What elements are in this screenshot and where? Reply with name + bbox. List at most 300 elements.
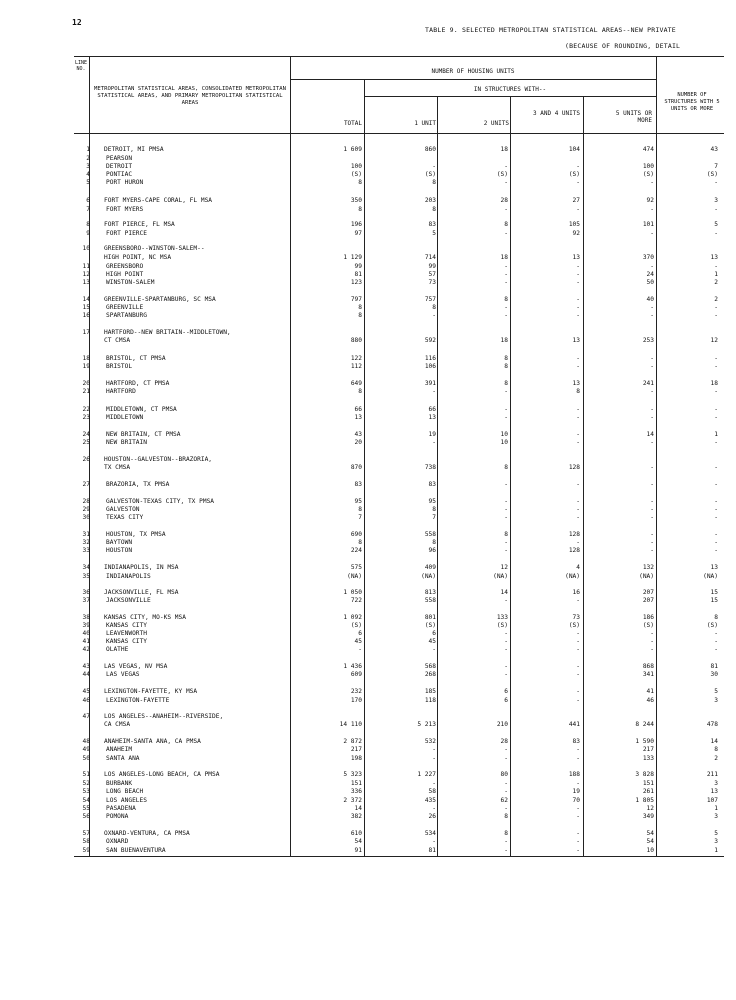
- two-units-cell: -: [504, 263, 508, 270]
- line-number: 38: [82, 614, 90, 621]
- five-more-cell: (S): [642, 171, 654, 178]
- total-cell: 8: [358, 304, 362, 311]
- table-row: [70, 311, 736, 321]
- line-number: 34: [82, 564, 90, 571]
- two-units-cell: -: [504, 780, 508, 787]
- three-four-cell: -: [576, 847, 580, 854]
- one-unit-cell: 116: [424, 355, 436, 362]
- one-unit-cell: (S): [424, 171, 436, 178]
- five-more-cell: 54: [646, 830, 654, 837]
- line-number: 59: [82, 847, 90, 854]
- area-name: PORT HURON: [106, 179, 144, 186]
- five-more-cell: -: [650, 312, 654, 319]
- area-name: LEXINGTON-FAYETTE, KY MSA: [104, 688, 198, 695]
- area-name: HIGH POINT, NC MSA: [104, 254, 172, 261]
- total-cell: 217: [350, 746, 362, 753]
- one-unit-cell: 860: [424, 146, 436, 153]
- table-row: [70, 670, 736, 680]
- structures-cell: 18: [710, 380, 718, 387]
- total-cell: 8: [358, 206, 362, 213]
- structures-cell: 12: [710, 337, 718, 344]
- three-four-cell: -: [576, 431, 580, 438]
- five-more-cell: 868: [642, 663, 654, 670]
- three-four-cell: 188: [568, 771, 580, 778]
- structures-cell: 1: [714, 847, 718, 854]
- area-name: DETROIT: [106, 163, 133, 170]
- two-units-cell: -: [504, 312, 508, 319]
- total-cell: 198: [350, 755, 362, 762]
- two-units-cell: -: [504, 838, 508, 845]
- total-cell: 8: [358, 539, 362, 546]
- one-unit-cell: -: [432, 312, 436, 319]
- line-number: 13: [82, 279, 90, 286]
- line-number: 20: [82, 380, 90, 387]
- five-more-cell: 8 244: [635, 721, 654, 728]
- two-units-cell: 80: [500, 771, 508, 778]
- three-four-cell: -: [576, 813, 580, 820]
- area-name: LOS ANGELES-LONG BEACH, CA PMSA: [104, 771, 220, 778]
- area-name: HOUSTON, TX PMSA: [106, 531, 166, 538]
- three-four-cell: -: [576, 481, 580, 488]
- line-number: 15: [82, 304, 90, 311]
- structures-cell: 2: [714, 296, 718, 303]
- total-cell: 5 323: [343, 771, 362, 778]
- one-unit-cell: 738: [424, 464, 436, 471]
- two-units-cell: 6: [504, 688, 508, 695]
- area-name: TEXAS CITY: [106, 514, 144, 521]
- area-name: HIGH POINT: [106, 271, 144, 278]
- five-more-cell: -: [650, 481, 654, 488]
- line-number: 16: [82, 312, 90, 319]
- two-units-cell: -: [504, 514, 508, 521]
- three-four-cell: 128: [568, 464, 580, 471]
- one-unit-cell: -: [432, 755, 436, 762]
- five-more-cell: -: [650, 539, 654, 546]
- line-number: 27: [82, 481, 90, 488]
- area-name: LOS ANGELES: [106, 797, 147, 804]
- total-cell: 83: [354, 481, 362, 488]
- total-cell: 1 609: [343, 146, 362, 153]
- total-cell: 91: [354, 847, 362, 854]
- area-name: HARTFORD: [106, 388, 136, 395]
- area-header: METROPOLITAN STATISTICAL AREAS, CONSOLIDATED METROPOLITAN STATISTICAL AREAS, AND PRIMARY METROPOLITAN STATISTICAL AREAS: [94, 86, 286, 106]
- line-number: 37: [82, 597, 90, 604]
- one-unit-cell: 66: [428, 406, 436, 413]
- five-more-cell: -: [650, 498, 654, 505]
- line-number: 45: [82, 688, 90, 695]
- total-cell: (S): [350, 622, 362, 629]
- three-four-cell: -: [576, 746, 580, 753]
- line-number: 8: [86, 221, 90, 228]
- five-more-cell: 474: [642, 146, 654, 153]
- one-unit-cell: (NA): [421, 573, 436, 580]
- units-header-rule: [290, 79, 656, 80]
- structures-cell: -: [714, 406, 718, 413]
- structures-cell: 7: [714, 163, 718, 170]
- two-units-cell: -: [504, 271, 508, 278]
- area-name: BRISTOL: [106, 363, 133, 370]
- area-name: SAN BUENAVENTURA: [106, 847, 166, 854]
- one-unit-cell: 558: [424, 531, 436, 538]
- two-units-cell: -: [504, 230, 508, 237]
- line-number: 42: [82, 646, 90, 653]
- one-unit-cell: 1 227: [417, 771, 436, 778]
- structures-cell: -: [714, 414, 718, 421]
- two-units-cell: -: [504, 304, 508, 311]
- structures-cell: -: [714, 355, 718, 362]
- line-number: 23: [82, 414, 90, 421]
- five-more-cell: 46: [646, 697, 654, 704]
- structures-cell: -: [714, 179, 718, 186]
- area-name: GREENVILLE-SPARTANBURG, SC MSA: [104, 296, 216, 303]
- area-name: LEAVENWORTH: [106, 630, 147, 637]
- line-number: 28: [82, 498, 90, 505]
- three-four-cell: -: [576, 646, 580, 653]
- five-more-cell: -: [650, 547, 654, 554]
- line-number: 29: [82, 506, 90, 513]
- three-four-cell: -: [576, 263, 580, 270]
- total-cell: 8: [358, 506, 362, 513]
- line-number: 7: [86, 206, 90, 213]
- two-units-header: 2 UNITS: [483, 120, 509, 127]
- total-cell: 1 436: [343, 663, 362, 670]
- two-units-cell: -: [504, 206, 508, 213]
- three-four-cell: 83: [572, 738, 580, 745]
- total-cell: 100: [350, 163, 362, 170]
- area-name: GALVESTON-TEXAS CITY, TX PMSA: [106, 498, 215, 505]
- one-unit-cell: 268: [424, 671, 436, 678]
- three-four-cell: -: [576, 363, 580, 370]
- two-units-cell: -: [504, 646, 508, 653]
- area-name: OXNARD: [106, 838, 129, 845]
- structures-cell: 3: [714, 813, 718, 820]
- three-four-cell: -: [576, 838, 580, 845]
- line-number: 30: [82, 514, 90, 521]
- one-unit-cell: 8: [432, 304, 436, 311]
- line-number: 41: [82, 638, 90, 645]
- area-name: KANSAS CITY: [106, 622, 147, 629]
- line-number: 50: [82, 755, 90, 762]
- three-four-cell: 8: [576, 388, 580, 395]
- one-unit-cell: (S): [424, 622, 436, 629]
- one-unit-cell: -: [432, 780, 436, 787]
- five-more-cell: -: [650, 363, 654, 370]
- line-number: 5: [86, 179, 90, 186]
- structures-cell: -: [714, 304, 718, 311]
- one-unit-cell: -: [432, 746, 436, 753]
- one-unit-cell: 8: [432, 539, 436, 546]
- area-name: WINSTON-SALEM: [106, 279, 155, 286]
- area-name: FORT PIERCE, FL MSA: [104, 221, 175, 228]
- area-name: FORT MYERS: [106, 206, 144, 213]
- three-four-cell: 92: [572, 230, 580, 237]
- one-unit-cell: -: [432, 838, 436, 845]
- total-cell: 54: [354, 838, 362, 845]
- total-cell: 350: [350, 197, 362, 204]
- structures-cell: 5: [714, 221, 718, 228]
- area-name: KANSAS CITY: [106, 638, 147, 645]
- two-units-cell: -: [504, 481, 508, 488]
- table-row: [70, 278, 736, 288]
- line-number: 22: [82, 406, 90, 413]
- structures-cell: -: [714, 206, 718, 213]
- line-number: 1: [86, 146, 90, 153]
- area-name: INDIANAPOLIS: [106, 573, 151, 580]
- one-unit-cell: 714: [424, 254, 436, 261]
- structures-cell: 15: [710, 589, 718, 596]
- structures-cell: 3: [714, 780, 718, 787]
- five-more-cell: 261: [642, 788, 654, 795]
- structures-cell: -: [714, 539, 718, 546]
- one-unit-cell: 409: [424, 564, 436, 571]
- three-four-cell: -: [576, 355, 580, 362]
- structures-cell: 43: [710, 146, 718, 153]
- structures-cell: -: [714, 646, 718, 653]
- area-name: NEW BRITAIN: [106, 439, 147, 446]
- structures-cell: 81: [710, 663, 718, 670]
- one-unit-cell: 8: [432, 179, 436, 186]
- two-units-cell: -: [504, 279, 508, 286]
- three-four-cell: -: [576, 179, 580, 186]
- total-cell: 112: [350, 363, 362, 370]
- structures-cell: -: [714, 638, 718, 645]
- line-number: 46: [82, 697, 90, 704]
- structures-cell: 13: [710, 254, 718, 261]
- five-more-cell: 54: [646, 838, 654, 845]
- line-number: 57: [82, 830, 90, 837]
- two-units-cell: -: [504, 506, 508, 513]
- area-name: GREENVILLE: [106, 304, 144, 311]
- area-name: MIDDLETOWN: [106, 414, 144, 421]
- total-cell: 45: [354, 638, 362, 645]
- table-row: [70, 229, 736, 239]
- structures-cell: -: [714, 230, 718, 237]
- two-units-cell: 28: [500, 738, 508, 745]
- structures-cell: 2: [714, 279, 718, 286]
- structures-cell: 13: [710, 788, 718, 795]
- five-more-cell: 186: [642, 614, 654, 621]
- three-four-cell: 128: [568, 547, 580, 554]
- structures-cell: -: [714, 531, 718, 538]
- one-unit-cell: 435: [424, 797, 436, 804]
- one-unit-header: 1 UNIT: [414, 120, 436, 127]
- five-more-cell: -: [650, 179, 654, 186]
- area-name: GALVESTON: [106, 506, 140, 513]
- area-name: CA CMSA: [104, 721, 131, 728]
- total-cell: 43: [354, 431, 362, 438]
- area-name: BRISTOL, CT PMSA: [106, 355, 166, 362]
- one-unit-cell: 118: [424, 697, 436, 704]
- table-row: [70, 438, 736, 448]
- one-unit-cell: 203: [424, 197, 436, 204]
- two-units-cell: -: [504, 755, 508, 762]
- total-cell: 870: [350, 464, 362, 471]
- total-cell: 232: [350, 688, 362, 695]
- total-cell: 99: [354, 263, 362, 270]
- structures-cell: -: [714, 312, 718, 319]
- five-more-cell: -: [650, 439, 654, 446]
- structures-cell: 1: [714, 805, 718, 812]
- five-more-cell: -: [650, 263, 654, 270]
- three-four-cell: -: [576, 279, 580, 286]
- five-more-cell: 101: [642, 221, 654, 228]
- structures-cell: (S): [706, 171, 718, 178]
- structures-cell: 107: [706, 797, 718, 804]
- two-units-cell: -: [504, 539, 508, 546]
- one-unit-cell: 757: [424, 296, 436, 303]
- one-unit-cell: 83: [428, 221, 436, 228]
- three-four-cell: -: [576, 539, 580, 546]
- structures-cell: 1: [714, 431, 718, 438]
- table-row: [70, 362, 736, 372]
- one-unit-cell: 73: [428, 279, 436, 286]
- three-four-cell: -: [576, 688, 580, 695]
- two-units-cell: 28: [500, 197, 508, 204]
- area-name: ANAHEIM: [106, 746, 133, 753]
- total-cell: 170: [350, 697, 362, 704]
- two-units-cell: -: [504, 179, 508, 186]
- total-cell: 196: [350, 221, 362, 228]
- area-name: JACKSONVILLE: [106, 597, 151, 604]
- structures-cell: 2: [714, 755, 718, 762]
- line-number: 18: [82, 355, 90, 362]
- two-units-cell: -: [504, 388, 508, 395]
- two-units-cell: -: [504, 630, 508, 637]
- three-four-cell: 27: [572, 197, 580, 204]
- two-units-cell: 14: [500, 589, 508, 596]
- structures-cell: -: [714, 388, 718, 395]
- one-unit-cell: 13: [428, 414, 436, 421]
- area-name: LAS VEGAS, NV MSA: [104, 663, 168, 670]
- structures-cell: (S): [706, 622, 718, 629]
- total-cell: 797: [350, 296, 362, 303]
- two-units-cell: -: [504, 671, 508, 678]
- three-four-cell: 13: [572, 254, 580, 261]
- structures-cell: -: [714, 263, 718, 270]
- three-four-cell: -: [576, 304, 580, 311]
- line-number: 9: [86, 230, 90, 237]
- area-name: OXNARD-VENTURA, CA PMSA: [104, 830, 190, 837]
- total-cell: 690: [350, 531, 362, 538]
- five-more-cell: 207: [642, 589, 654, 596]
- five-more-cell: 349: [642, 813, 654, 820]
- three-four-cell: -: [576, 630, 580, 637]
- five-more-cell: 41: [646, 688, 654, 695]
- line-number: 55: [82, 805, 90, 812]
- total-cell: 224: [350, 547, 362, 554]
- area-name: SPARTANBURG: [106, 312, 147, 319]
- area-name: MIDDLETOWN, CT PMSA: [106, 406, 177, 413]
- five-more-units-header: 5 UNITS OR MORE: [615, 110, 652, 124]
- one-unit-cell: 57: [428, 271, 436, 278]
- two-units-cell: -: [504, 663, 508, 670]
- two-units-cell: (S): [496, 171, 508, 178]
- five-more-cell: -: [650, 514, 654, 521]
- area-name: KANSAS CITY, MO-KS MSA: [104, 614, 186, 621]
- three-four-cell: 128: [568, 531, 580, 538]
- three-four-cell: -: [576, 755, 580, 762]
- two-units-cell: -: [504, 805, 508, 812]
- total-cell: 382: [350, 813, 362, 820]
- three-four-cell: 13: [572, 337, 580, 344]
- one-unit-cell: 568: [424, 663, 436, 670]
- one-unit-cell: 813: [424, 589, 436, 596]
- line-number: 43: [82, 663, 90, 670]
- units-header: NUMBER OF HOUSING UNITS: [431, 68, 515, 75]
- total-cell: 8: [358, 179, 362, 186]
- three-four-cell: -: [576, 597, 580, 604]
- one-unit-cell: 391: [424, 380, 436, 387]
- one-unit-cell: 5: [432, 230, 436, 237]
- one-unit-cell: 81: [428, 847, 436, 854]
- page-number: 12: [72, 18, 82, 27]
- total-cell: 8: [358, 388, 362, 395]
- table-row: [70, 178, 736, 188]
- structures-cell: 3: [714, 697, 718, 704]
- total-cell: 81: [354, 271, 362, 278]
- structures-cell: -: [714, 547, 718, 554]
- three-four-cell: (S): [568, 171, 580, 178]
- area-name: BRAZORIA, TX PMSA: [106, 481, 170, 488]
- line-number: 39: [82, 622, 90, 629]
- top-rule: [74, 56, 724, 57]
- three-four-cell: -: [576, 805, 580, 812]
- five-more-cell: -: [650, 630, 654, 637]
- five-more-cell: -: [650, 464, 654, 471]
- area-name: LAS VEGAS: [106, 671, 140, 678]
- three-four-cell: -: [576, 439, 580, 446]
- two-units-cell: 18: [500, 337, 508, 344]
- three-four-cell: -: [576, 414, 580, 421]
- two-units-cell: 8: [504, 355, 508, 362]
- two-units-cell: 10: [500, 439, 508, 446]
- structures-cell: 3: [714, 838, 718, 845]
- three-four-cell: 70: [572, 797, 580, 804]
- line-number: 35: [82, 573, 90, 580]
- five-more-cell: -: [650, 506, 654, 513]
- total-cell: 1 129: [343, 254, 362, 261]
- two-units-cell: -: [504, 406, 508, 413]
- five-more-cell: 50: [646, 279, 654, 286]
- line-number: 26: [82, 456, 90, 463]
- structures-cell: 211: [706, 771, 718, 778]
- two-units-cell: 8: [504, 221, 508, 228]
- five-more-cell: 92: [646, 197, 654, 204]
- five-more-cell: -: [650, 206, 654, 213]
- line-number: 56: [82, 813, 90, 820]
- area-name: LONG BEACH: [106, 788, 144, 795]
- five-more-cell: -: [650, 646, 654, 653]
- five-more-cell: 3 828: [635, 771, 654, 778]
- one-unit-cell: 58: [428, 788, 436, 795]
- two-units-cell: -: [504, 414, 508, 421]
- three-four-cell: -: [576, 312, 580, 319]
- one-unit-cell: 8: [432, 506, 436, 513]
- two-units-cell: 12: [500, 564, 508, 571]
- table-row: [70, 754, 736, 764]
- one-unit-cell: 45: [428, 638, 436, 645]
- line-number: 2: [86, 155, 90, 162]
- five-more-cell: 370: [642, 254, 654, 261]
- total-cell: 2 372: [343, 797, 362, 804]
- area-name: ANAHEIM-SANTA ANA, CA PMSA: [104, 738, 201, 745]
- total-cell: 95: [354, 498, 362, 505]
- structures-cell: 478: [706, 721, 718, 728]
- one-unit-cell: 95: [428, 498, 436, 505]
- one-unit-cell: 26: [428, 813, 436, 820]
- five-more-cell: 1 805: [635, 797, 654, 804]
- table-row: [70, 720, 736, 730]
